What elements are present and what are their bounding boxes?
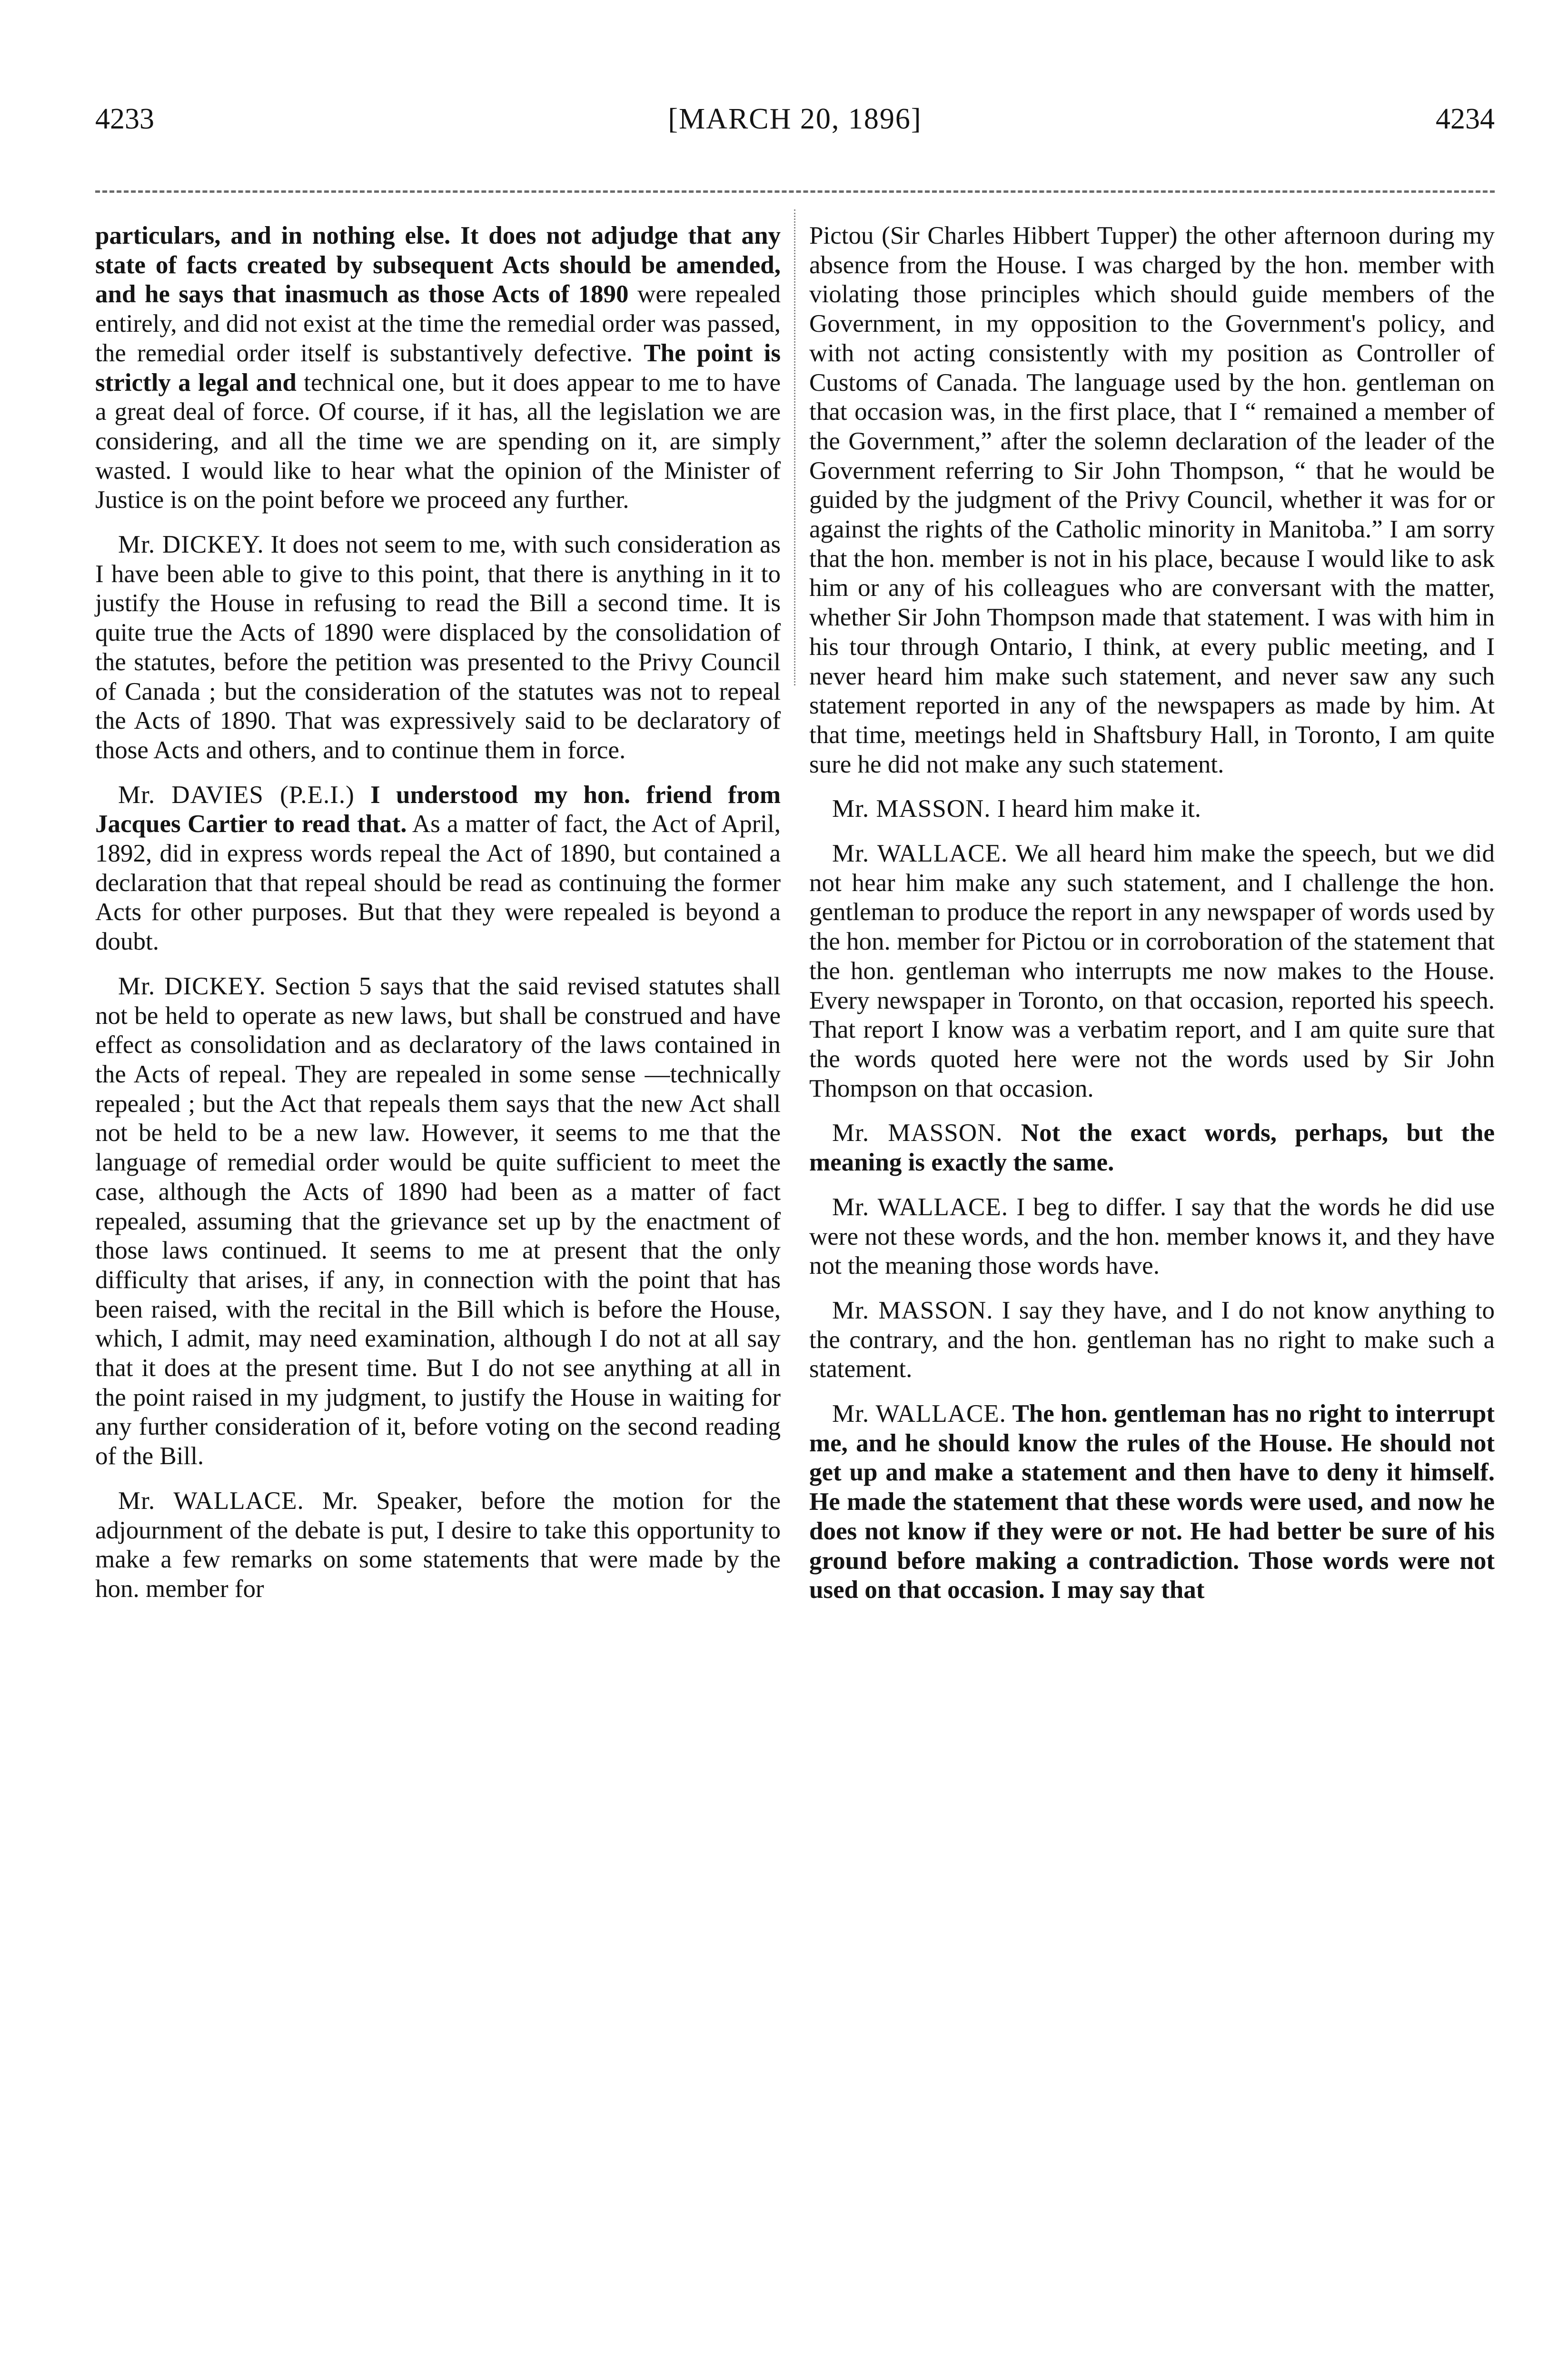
left-column xyxy=(95,221,781,1604)
speaker-name: Mr. DICKEY. xyxy=(118,531,264,559)
page-date: [MARCH 20, 1896] xyxy=(668,103,922,135)
speaker-name: Mr. MASSON. xyxy=(832,795,991,823)
speaker-name: Mr. WALLACE. xyxy=(832,1193,1008,1221)
header-rule xyxy=(95,190,1495,193)
paragraph xyxy=(95,781,781,957)
speaker-name: Mr. MASSON. xyxy=(832,1119,1003,1147)
text-segment: Pictou (Sir Charles Hibbert Tupper) the other afternoon during my absence from the House. I was charged by the hon. member with violating those principles which should guide members of the Government, in my opposition to the Government's policy, and with not acting consistently with my position as Controller of Customs of Canada. The language used by the hon. gentleman on that occasion was, in the first place, that I “ remained a member of the Government,” after the solemn declaration of the leader of the Government referring to Sir John Thompson, “ that he would be guided by the judgment of the Privy Council, whether it was for or against the rights of the Catholic minority in Manitoba.” I am sorry that the hon. member is not in his place, because I would like to ask him or any of his colleagues who are conversant with the matter, whether Sir John Thompson made that statement. I was with him in his tour through Ontario, I think, at every public meeting, and I never heard him make such statement, and never saw any such statement reported in any of the newspapers as made by him. At that time, meetings held in Shaftsbury Hall, in Toronto, I am quite sure he did not make any such statement. xyxy=(809,222,1495,778)
speaker-name: Mr. DICKEY. xyxy=(118,972,266,1000)
text-segment: particulars, and in nothing else. It does not adjudge that any state of facts created by subsequent Acts should be amended, and he says that inasmuch as those Acts of 1890 xyxy=(95,222,781,308)
speaker-name: Mr. DAVIES (P.E.I.) xyxy=(118,781,355,809)
paragraph xyxy=(809,1399,1495,1605)
page-header xyxy=(95,98,1495,140)
text-segment: I beg to differ. I say that the words he did use were not these words, and the hon. member knows it, and they have not the meaning those words have. xyxy=(809,1193,1495,1280)
speaker-name: Mr. WALLACE. xyxy=(832,840,1008,868)
paragraph xyxy=(809,1296,1495,1384)
column-divider xyxy=(794,209,795,685)
speaker-name: Mr. MASSON. xyxy=(832,1296,993,1324)
text-segment: We all heard him make the speech, but we did not hear him make any such statement, and I challenge the hon. gentleman to produce the report in any newspaper of words used by the hon. member for Pictou or in corroboration of the statement that the hon. gentleman who interrupts me now makes to the House. Every newspaper in Toronto, on that occasion, reported his speech. That report I know was a verbatim report, and I am quite sure that the words quoted here were not the words used by Sir John Thompson on that occasion. xyxy=(809,840,1495,1102)
text-segment: Not the exact words, perhaps, but the meaning is exactly the same. xyxy=(809,1119,1495,1177)
page-number-left: 4233 xyxy=(95,103,154,135)
page-number-right: 4234 xyxy=(1436,103,1495,135)
paragraph xyxy=(95,972,781,1471)
paragraph xyxy=(809,794,1495,824)
speaker-name: Mr. WALLACE. xyxy=(832,1400,1006,1428)
paragraph xyxy=(809,1193,1495,1281)
speaker-name: Mr. WALLACE. xyxy=(118,1487,304,1515)
text-segment: The point is strictly a legal and xyxy=(95,339,781,397)
text-segment: It does not seem to me, with such consideration as I have been able to give to this point, that there is anything in it to justify the House in refusing to read the Bill a second time. It is quite true the Acts of 1890 were displaced by the consolidation of the statutes, before the petition was presented to the Privy Council of Canada ; but the consideration of the statutes was not to repeal the Acts of 1890. That was expressively said to be declaratory of those Acts and others, and to continue them in force. xyxy=(95,531,781,764)
text-segment: were repealed entirely, and did not exist at the time the remedial order was passed, the remedial order itself is substantively defective. xyxy=(95,280,781,367)
text-segment: The hon. gentleman has no right to interrupt me, and he should know the rules of the House. He should not get up and make a statement and then have to deny it himself. He made the statement that these words were used, and now he does not know if they were or not. He had better be sure of his ground before making a contradiction. Those words were not used on that occasion. I may say that xyxy=(809,1400,1495,1604)
text-segment: As a matter of fact, the Act of April, 1892, did in express words repeal the Act of 1890, but contained a declaration that that repeal should be read as continuing the former Acts for other purposes. But that they were repealed is beyond a doubt. xyxy=(95,810,781,956)
right-column xyxy=(809,221,1495,1605)
paragraph xyxy=(809,839,1495,1103)
text-segment: Mr. Speaker, before the motion for the adjournment of the debate is put, I desire to take this opportunity to make a few remarks on some statements that were made by the hon. member for xyxy=(95,1487,781,1603)
text-segment: I say they have, and I do not know anything to the contrary, and the hon. gentleman has no right to make such a statement. xyxy=(809,1296,1495,1383)
paragraph xyxy=(809,221,1495,779)
paragraph xyxy=(809,1119,1495,1177)
paragraph xyxy=(95,1487,781,1604)
paragraph xyxy=(95,530,781,765)
text-segment: I understood my hon. friend from Jacques Cartier to read that. xyxy=(95,781,781,838)
paragraph xyxy=(95,221,781,515)
text-segment: technical one, but it does appear to me to have a great deal of force. Of course, if it has, all the legislation we are considering, and all the time we are spending on it, are simply wasted. I would like to hear what the opinion of the Minister of Justice is on the point before we proceed any further. xyxy=(95,368,781,514)
text-segment: I heard him make it. xyxy=(991,795,1201,823)
text-segment: Section 5 says that the said revised statutes shall not be held to operate as new laws, but shall be construed and have effect as consolidation and as declaratory of the laws contained in the Acts of repeal. They are repealed in some sense —technically repealed ; but the Act that repeals them says that the new Act shall not be held to be a new law. However, it seems to me that the language of remedial order would be quite sufficient to meet the case, although the Acts of 1890 had been as a matter of fact repealed, assuming that the grievance set up by the enactment of those laws continued. It seems to me at present that the only difficulty that arises, if any, in connection with the point that has been raised, with the recital in the Bill which is before the House, which, I admit, may need examination, although I do not at all say that it does at the present time. But I do not see anything at all in the point raised in my judgment, to justify the House in waiting for any further consideration of it, before voting on the second reading of the Bill. xyxy=(95,972,781,1470)
